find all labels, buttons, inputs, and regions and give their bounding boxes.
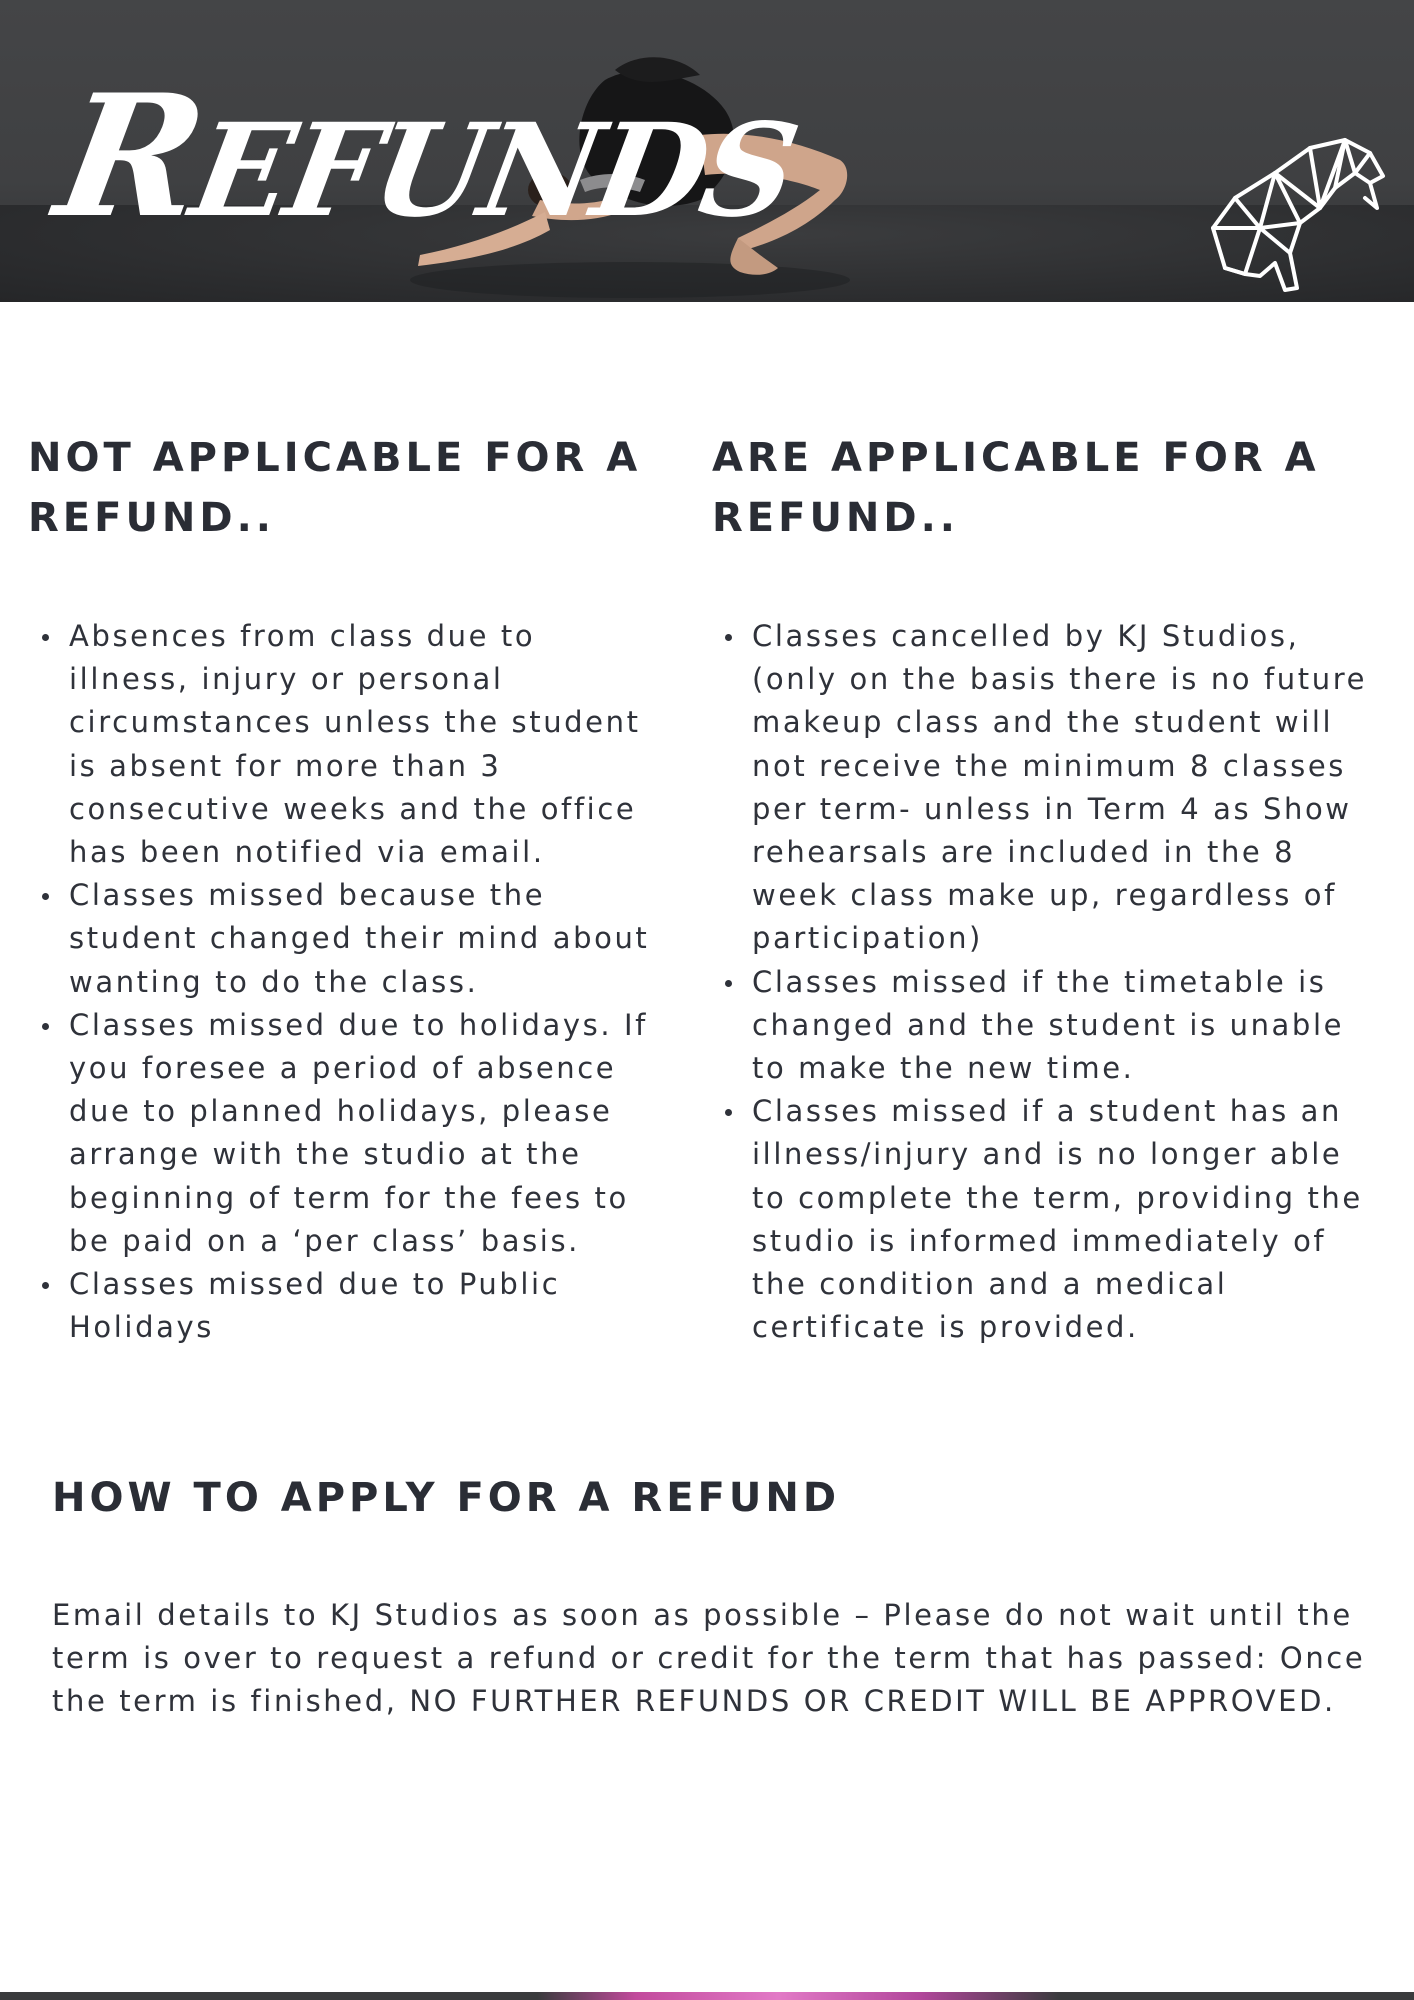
applicable-heading: ARE APPLICABLE FOR A REFUND.. (712, 435, 1320, 541)
footer-image-strip (0, 1992, 1414, 2000)
list-item: Absences from class due to illness, injury or personal circumstances unless the student is absent for more than 3 consecutive weeks and the office has been notified via email. (40, 615, 662, 874)
how-to-apply-body: Email details to KJ Studios as soon as possible – Please do not wait until the term is over to request a refund or credit for the term that has passed: Once the term is finished, NO FURTHER REFUNDS OR CREDIT WILL BE APPROVED. (52, 1598, 1366, 1718)
list-item: Classes missed if the timetable is changed and the student is unable to make the new time. (723, 961, 1383, 1091)
list-item: Classes missed due to Public Holidays (40, 1263, 662, 1349)
header-banner (0, 0, 1414, 302)
not-applicable-heading: NOT APPLICABLE FOR A REFUND.. (28, 435, 642, 541)
list-item: Classes missed if a student has an illness/injury and is no longer able to complete the term, providing the studio is informed immediately of the condition and a medical certificate is provided. (723, 1090, 1383, 1349)
page-title: REFUNDS (44, 57, 805, 255)
how-to-apply-heading: HOW TO APPLY FOR A REFUND (52, 1475, 841, 1521)
applicable-list (723, 615, 1383, 1349)
list-item: Classes missed because the student changed their mind about wanting to do the class. (40, 874, 662, 1004)
not-applicable-list (40, 615, 662, 1349)
fox-logo-icon (1205, 128, 1395, 293)
list-item: Classes missed due to holidays. If you foresee a period of absence due to planned holidays, please arrange with the studio at the beginning of term for the fees to be paid on a ‘per class’ basis. (40, 1004, 662, 1263)
list-item: Classes cancelled by KJ Studios, (only on the basis there is no future makeup class and the student will not receive the minimum 8 classes per term- unless in Term 4 as Show rehearsals are included in the 8 week class make up, regardless of participation) (723, 615, 1383, 961)
